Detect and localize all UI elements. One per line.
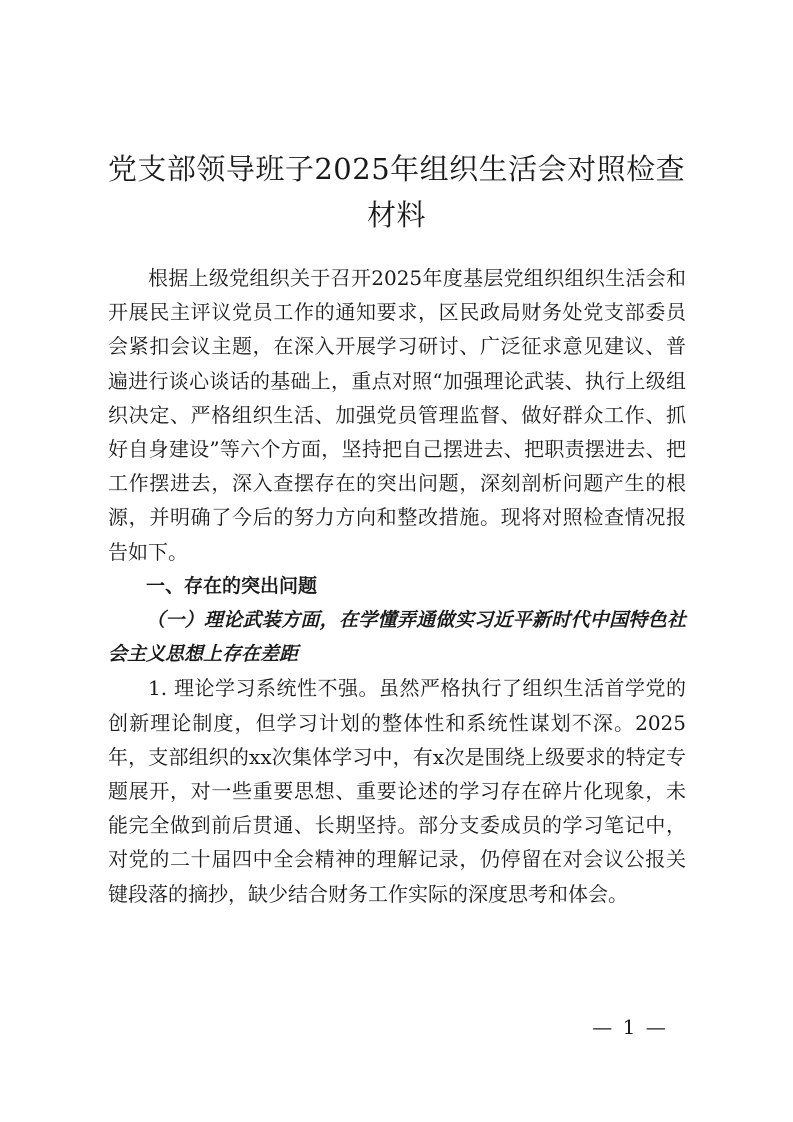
section-heading: 一、存在的突出问题	[146, 574, 318, 597]
intro-paragraph: 根据上级党组织关于召开2025年度基层党组织组织生活会和开展民主评议党员工作的通知要求，区民政局财务处党支部委员会紧扣会议主题，在深入开展学习研讨、广泛征求意见建议、普遍进行谈心谈话的基础上，重点对照“加强理论武装、执行上级组织决定、严格组织生活、加强党员管理监督、做好群众工作、抓好自身建设”等六个方面，坚持把自己摆进去、把职责摆进去、把工作摆进去，深入查摆存在的突出问题，深刻剖析问题产生的根源，并明确了今后的努力方向和整改措施。现将对照检查情况报告如下。	[108, 266, 686, 564]
title-line-2: 材料	[366, 198, 426, 232]
document-body	[108, 261, 686, 911]
page-number: — 1 —	[592, 1015, 668, 1039]
title-line-1: 党支部领导班子2025年组织生活会对照检查	[107, 152, 686, 186]
subsection-heading: （一）理论武装方面，在学懂弄通做实习近平新时代中国特色社会主义思想上存在差距	[108, 609, 686, 666]
item-paragraph: 1. 理论学习系统性不强。虽然严格执行了组织生活首学党的创新理论制度，但学习计划的整体性和系统性谋划不深。2025年，支部组织的xx次集体学习中，有x次是围绕上级要求的特定专题展开，对一些重要思想、重要论述的学习存在碎片化现象，未能完全做到前后贯通、长期坚持。部分支委成员的学习笔记中，对党的二十届四中全会精神的理解记录，仍停留在对会议公报关键段落的摘抄，缺少结合财务工作实际的深度思考和体会。	[108, 676, 686, 906]
document-title	[100, 146, 693, 238]
